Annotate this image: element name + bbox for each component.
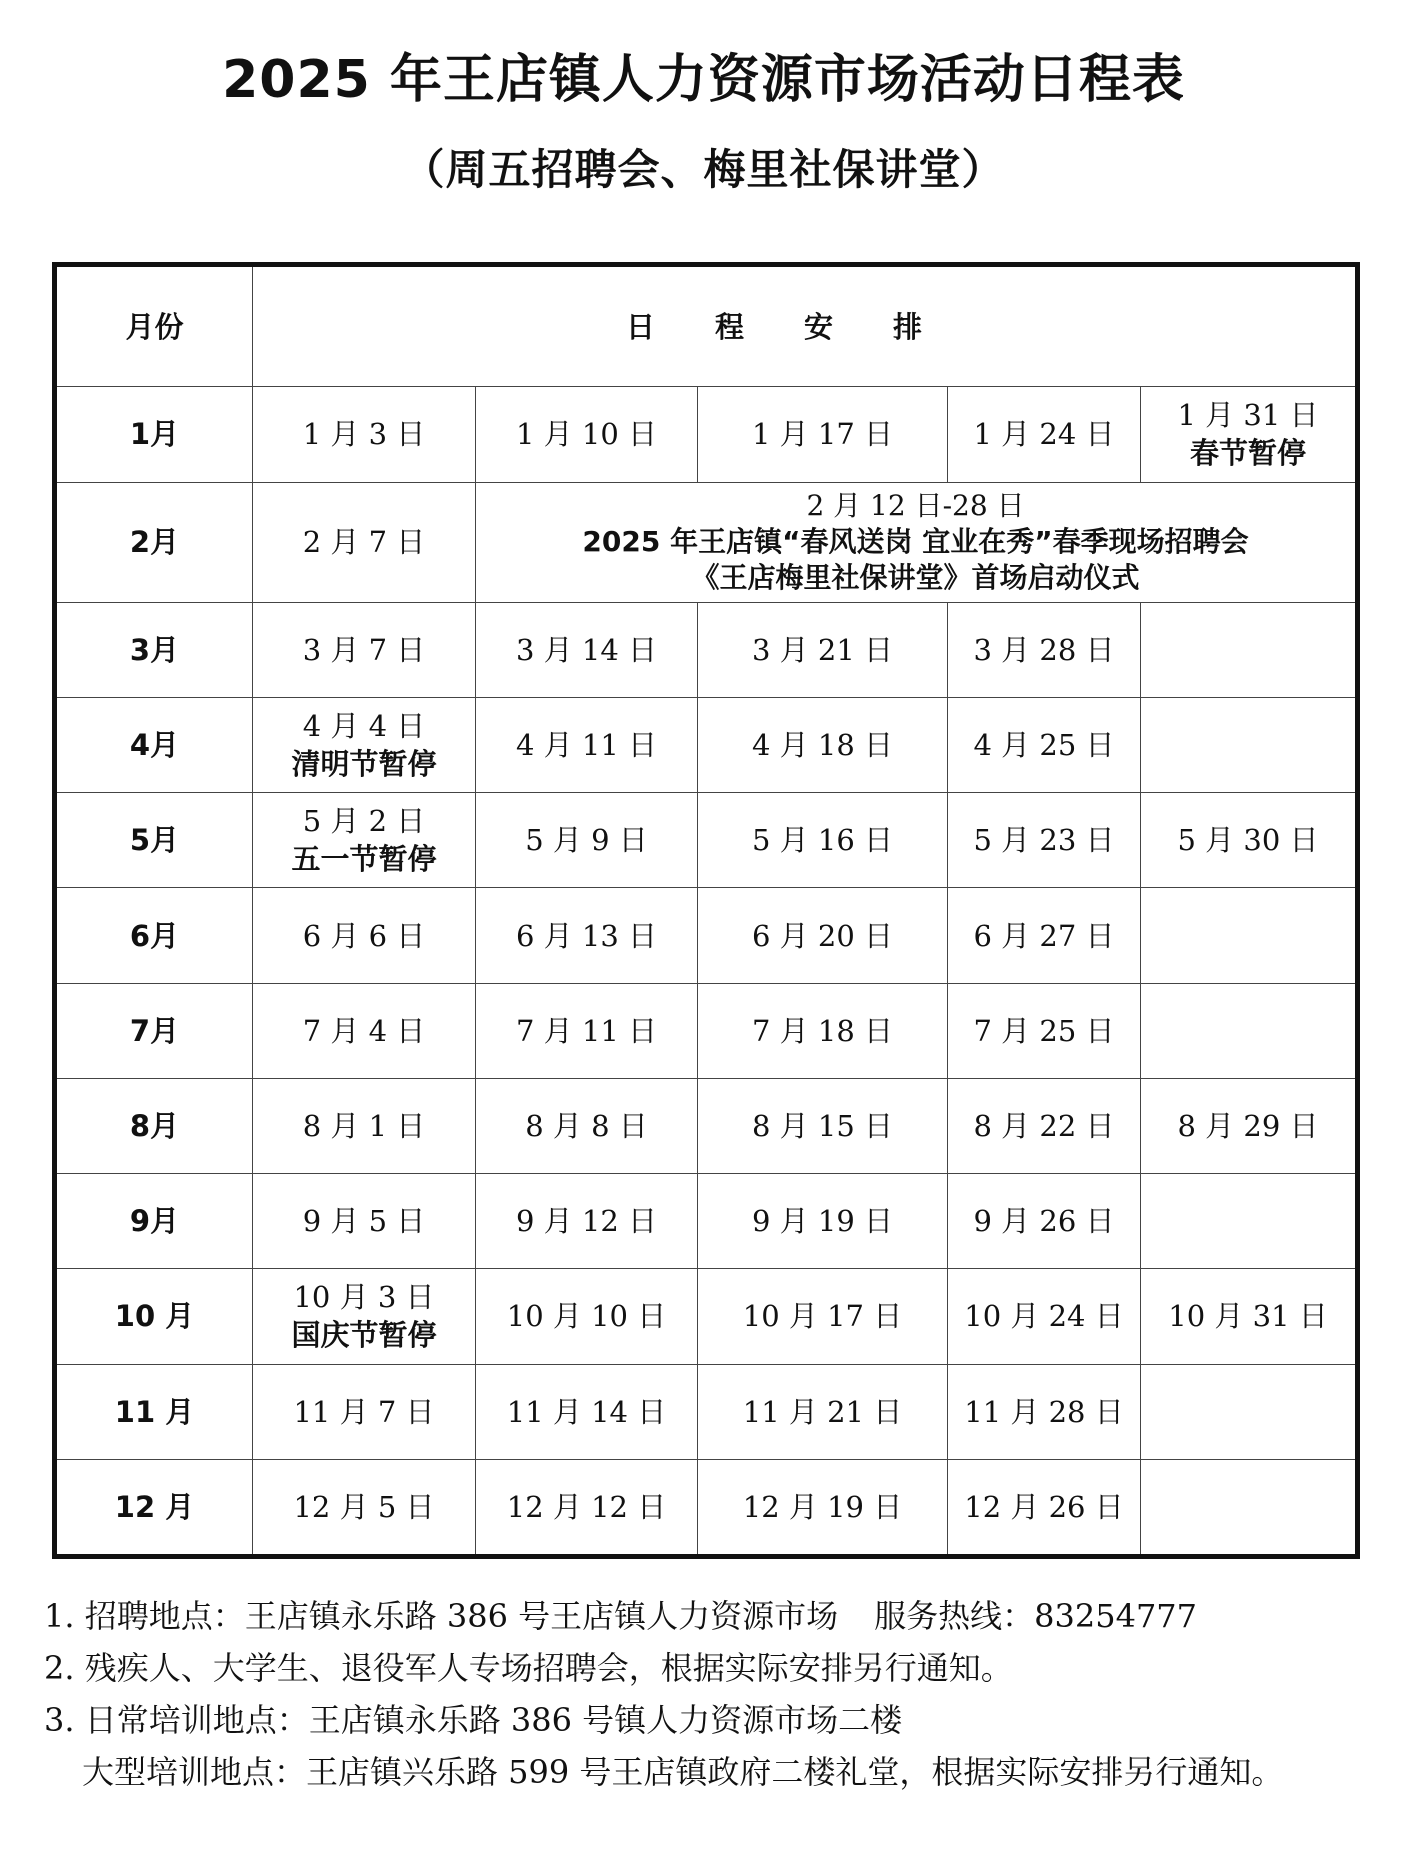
date-text: 10 月 31 日 <box>1168 1299 1328 1334</box>
date-text: 3 月 21 日 <box>751 632 893 667</box>
pause-note: 国庆节暂停 <box>291 1318 437 1353</box>
schedule-cell <box>698 387 948 482</box>
date-text: 3 月 28 日 <box>973 632 1115 667</box>
schedule-cell <box>253 1459 476 1556</box>
date-text: 9 月 5 日 <box>302 1204 426 1239</box>
pause-note: 五一节暂停 <box>291 842 437 877</box>
table-row <box>55 602 1358 697</box>
date-text: 4 月 25 日 <box>973 728 1115 763</box>
table-row <box>55 793 1358 888</box>
schedule-cell <box>476 697 698 792</box>
schedule-cell <box>948 1459 1141 1556</box>
table-row <box>55 482 1358 602</box>
table-row <box>55 387 1358 482</box>
schedule-table <box>52 262 1360 1559</box>
schedule-cell <box>476 1459 698 1556</box>
event-cell <box>476 482 1358 602</box>
schedule-cell <box>948 888 1141 983</box>
date-text: 9 月 26 日 <box>973 1204 1115 1239</box>
schedule-cell <box>1141 888 1358 983</box>
header-month: 月份 <box>55 265 253 387</box>
date-text: 4 月 11 日 <box>515 728 657 763</box>
date-text: 9 月 19 日 <box>751 1204 893 1239</box>
schedule-cell <box>698 1269 948 1364</box>
date-text: 7 月 25 日 <box>973 1013 1115 1048</box>
pause-note: 春节暂停 <box>1190 436 1307 471</box>
month-cell: 3月 <box>55 602 253 697</box>
schedule-cell <box>476 602 698 697</box>
date-text: 5 月 9 日 <box>525 823 648 858</box>
schedule-cell <box>253 983 476 1078</box>
schedule-cell <box>253 888 476 983</box>
schedule-cell <box>948 387 1141 482</box>
schedule-cell <box>698 602 948 697</box>
schedule-cell <box>476 387 698 482</box>
date-text: 6 月 20 日 <box>751 918 893 953</box>
schedule-cell <box>1141 983 1358 1078</box>
schedule-cell <box>948 1078 1141 1173</box>
schedule-cell <box>253 602 476 697</box>
date-text: 1 月 3 日 <box>302 417 426 452</box>
month-cell: 7月 <box>55 983 253 1078</box>
schedule-cell <box>698 888 948 983</box>
date-text: 7 月 18 日 <box>751 1013 893 1048</box>
event-date: 2 月 12 日-28 日 <box>806 489 1025 523</box>
date-text: 10 月 10 日 <box>506 1299 667 1334</box>
schedule-cell <box>253 1364 476 1459</box>
event-title: 2025 年王店镇“春风送岗 宜业在秀”春季现场招聘会 <box>582 525 1249 559</box>
date-text: 4 月 18 日 <box>751 728 893 763</box>
schedule-cell <box>476 1269 698 1364</box>
note-line-4: 大型培训地点：王店镇兴乐路 599 号王店镇政府二楼礼堂，根据实际安排另行通知。 <box>82 1753 1284 1791</box>
schedule-cell <box>1141 1078 1358 1173</box>
table-row <box>55 888 1358 983</box>
schedule-cell <box>698 1174 948 1269</box>
date-text: 4 月 4 日 <box>302 709 426 744</box>
schedule-cell <box>1141 793 1358 888</box>
date-text: 3 月 14 日 <box>515 632 657 667</box>
month-cell: 5月 <box>55 793 253 888</box>
date-text: 10 月 24 日 <box>964 1299 1124 1334</box>
month-cell: 11 月 <box>55 1364 253 1459</box>
page-title: 2025 年王店镇人力资源市场活动日程表 <box>222 50 1185 110</box>
note-location: 1. 招聘地点：王店镇永乐路 386 号王店镇人力资源市场 <box>44 1597 839 1635</box>
schedule-cell <box>1141 1364 1358 1459</box>
header-schedule: 日程安排 <box>253 265 1358 387</box>
schedule-cell <box>253 793 476 888</box>
schedule-cell <box>1141 602 1358 697</box>
date-text: 12 月 26 日 <box>964 1489 1124 1524</box>
schedule-cell <box>698 793 948 888</box>
schedule-cell <box>476 1078 698 1173</box>
schedule-cell <box>253 1174 476 1269</box>
schedule-cell <box>1141 1269 1358 1364</box>
table-row <box>55 983 1358 1078</box>
date-text: 12 月 19 日 <box>742 1489 903 1524</box>
date-text: 11 月 21 日 <box>742 1394 903 1429</box>
schedule-cell <box>476 1364 698 1459</box>
date-text: 12 月 5 日 <box>293 1489 435 1524</box>
table-row <box>55 1459 1358 1556</box>
event-subtitle: 《王店梅里社保讲堂》首场启动仪式 <box>691 561 1140 595</box>
date-text: 5 月 16 日 <box>751 823 893 858</box>
date-text: 10 月 3 日 <box>293 1280 435 1315</box>
date-text: 6 月 27 日 <box>973 918 1115 953</box>
schedule-cell <box>698 697 948 792</box>
date-text: 1 月 24 日 <box>973 417 1115 452</box>
date-text: 8 月 15 日 <box>751 1108 893 1143</box>
date-text: 8 月 1 日 <box>302 1108 426 1143</box>
date-text: 5 月 23 日 <box>973 823 1115 858</box>
schedule-cell <box>253 387 476 482</box>
schedule-cell <box>948 793 1141 888</box>
table-row <box>55 1269 1358 1364</box>
note-hotline: 服务热线：83254777 <box>874 1597 1198 1635</box>
schedule-cell <box>1141 1459 1358 1556</box>
schedule-cell <box>698 983 948 1078</box>
schedule-cell <box>1141 387 1358 482</box>
date-text: 5 月 2 日 <box>302 804 426 839</box>
date-text: 8 月 29 日 <box>1177 1108 1319 1143</box>
table-header-row <box>55 265 1358 387</box>
month-cell: 1月 <box>55 387 253 482</box>
month-cell: 6月 <box>55 888 253 983</box>
schedule-cell <box>253 1078 476 1173</box>
date-text: 9 月 12 日 <box>515 1204 657 1239</box>
schedule-cell <box>698 1364 948 1459</box>
month-cell: 2月 <box>55 482 253 602</box>
schedule-cell <box>948 1269 1141 1364</box>
schedule-cell <box>698 1078 948 1173</box>
table-row <box>55 1174 1358 1269</box>
schedule-cell <box>476 888 698 983</box>
month-cell: 9月 <box>55 1174 253 1269</box>
table-row <box>55 697 1358 792</box>
note-line-2: 2. 残疾人、大学生、退役军人专场招聘会，根据实际安排另行通知。 <box>44 1649 1013 1687</box>
schedule-cell <box>476 1174 698 1269</box>
date-text: 11 月 14 日 <box>506 1394 667 1429</box>
note-line-3: 3. 日常培训地点：王店镇永乐路 386 号镇人力资源市场二楼 <box>44 1701 903 1739</box>
month-cell: 4月 <box>55 697 253 792</box>
schedule-cell <box>253 697 476 792</box>
date-text: 2 月 7 日 <box>302 525 426 560</box>
month-cell: 12 月 <box>55 1459 253 1556</box>
date-text: 8 月 8 日 <box>525 1108 648 1143</box>
schedule-cell <box>948 602 1141 697</box>
month-cell: 10 月 <box>55 1269 253 1364</box>
date-text: 11 月 28 日 <box>964 1394 1124 1429</box>
date-text: 11 月 7 日 <box>293 1394 435 1429</box>
pause-note: 清明节暂停 <box>291 747 437 782</box>
date-text: 1 月 10 日 <box>515 417 657 452</box>
month-cell: 8月 <box>55 1078 253 1173</box>
date-text: 10 月 17 日 <box>742 1299 903 1334</box>
schedule-cell <box>948 983 1141 1078</box>
date-text: 3 月 7 日 <box>302 632 426 667</box>
schedule-cell <box>1141 1174 1358 1269</box>
schedule-cell <box>253 482 476 602</box>
date-text: 1 月 17 日 <box>751 417 893 452</box>
schedule-cell <box>948 1174 1141 1269</box>
table-row <box>55 1078 1358 1173</box>
notes-section <box>44 1590 1384 1798</box>
note-line-1 <box>44 1590 1384 1642</box>
date-text: 12 月 12 日 <box>506 1489 667 1524</box>
table-row <box>55 1364 1358 1459</box>
schedule-cell <box>948 697 1141 792</box>
schedule-cell <box>1141 697 1358 792</box>
date-text: 5 月 30 日 <box>1177 823 1319 858</box>
date-text: 6 月 6 日 <box>302 918 426 953</box>
date-text: 7 月 11 日 <box>515 1013 657 1048</box>
schedule-cell <box>698 1459 948 1556</box>
schedule-cell <box>476 793 698 888</box>
date-text: 7 月 4 日 <box>302 1013 426 1048</box>
date-text: 1 月 31 日 <box>1177 398 1319 433</box>
page-subtitle: （周五招聘会、梅里社保讲堂） <box>402 145 1005 194</box>
date-text: 6 月 13 日 <box>515 918 657 953</box>
schedule-cell <box>476 983 698 1078</box>
schedule-cell <box>948 1364 1141 1459</box>
date-text: 8 月 22 日 <box>973 1108 1115 1143</box>
schedule-cell <box>253 1269 476 1364</box>
